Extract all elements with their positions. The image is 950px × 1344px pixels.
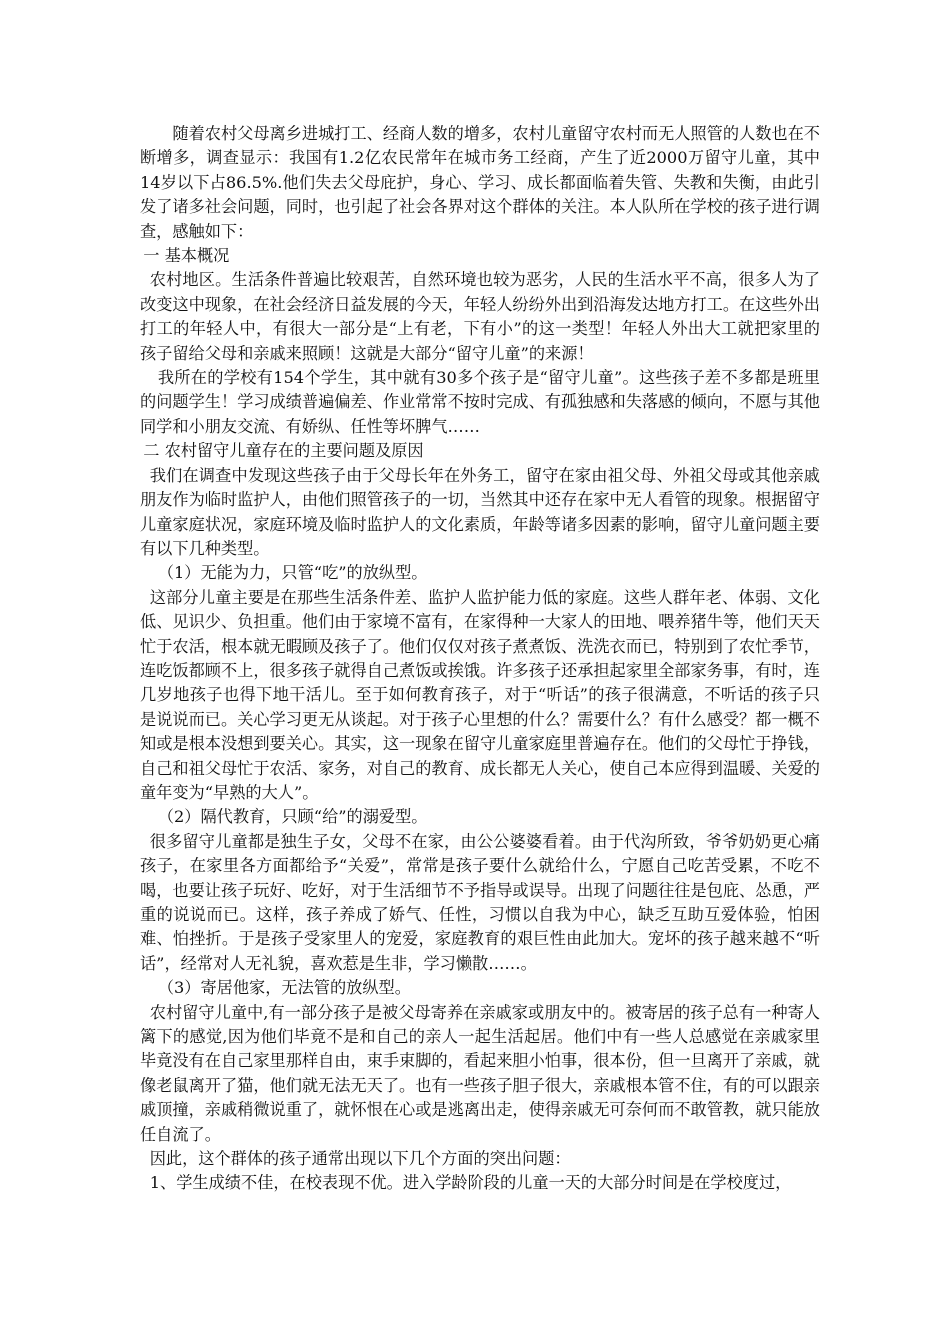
document-page: [140, 122, 820, 1196]
paragraph-therefore: 因此，这个群体的孩子通常出现以下几个方面的突出问题：: [149, 1149, 571, 1169]
paragraph-rural-area: 农村地区。生活条件普遍比较艰苦，自然环境也较为恶劣，人民的生活水平不高，很多人为了改变这中现象，在社会经济日益发展的今天，年轻人纷纷外出到沿海发达地方打工。在这些外出打工的年轻人中，有很大一部分是“上有老，下有小”的这一类型！年轻人外出大工就把家里的孩子留给父母和亲戚来照顾！这就是大部分“留守儿童”的来源！: [140, 270, 820, 363]
section-heading-basic-overview: 一 基本概况: [143, 246, 230, 266]
subheading-type-2: （2）隔代教育，只顾“给”的溺爱型。: [157, 807, 428, 827]
paragraph-school-students: 我所在的学校有154个学生，其中就有30多个孩子是“留守儿童”。这些孩子差不多都是班里的问题学生！学习成绩普遍偏差、作业常常不按时完成、有孤独感和失落感的倾向，不愿与其他同学和小朋友交流、有娇纵、任性等坏脾气……: [140, 368, 820, 436]
paragraph-type-2: 很多留守儿童都是独生子女，父母不在家，由公公婆婆看着。由于代沟所致，爷爷奶奶更心痛孩子，在家里各方面都给予“关爱”，常常是孩子要什么就给什么，宁愿自己吃苦受累，不吃不喝，也要让孩子玩好、吃好，对于生活细节不予指导或误导。出现了问题往往是包庇、怂恿，严重的说说而已。这样，孩子养成了娇气、任性，习惯以自我为中心，缺乏互助互爱体验，怕困难、怕挫折。于是孩子受家里人的宠爱，家庭教育的艰巨性由此加大。宠坏的孩子越来越不“听话”，经常对人无礼貌，喜欢惹是生非，学习懒散……。: [140, 831, 820, 973]
paragraph-survey-findings: 我们在调查中发现这些孩子由于父母长年在外务工，留守在家由祖父母、外祖父母或其他亲戚朋友作为临时监护人，由他们照管孩子的一切，当然其中还存在家中无人看管的现象。根据留守儿童家庭状况，家庭环境及临时监护人的文化素质，年龄等诸多因素的影响，留守儿童问题主要有以下几种类型。: [140, 465, 820, 558]
paragraph-problem-1: 1、学生成绩不佳，在校表现不优。进入学龄阶段的儿童一天的大部分时间是在学校度过，: [149, 1173, 792, 1193]
paragraph-type-1: 这部分儿童主要是在那些生活条件差、监护人监护能力低的家庭。这些人群年老、体弱、文化低、见识少、负担重。他们由于家境不富有，在家得种一大家人的田地、喂养猪牛等，他们天天忙于农活，根本就无暇顾及孩子了。他们仅仅对孩子煮煮饭、洗洗衣而已，特别到了农忙季节，连吃饭都顾不上，很多孩子就得自己煮饭或挨饿。许多孩子还承担起家里全部家务事，有时，连几岁地孩子也得下地干活儿。至于如何教育孩子，对于“听话”的孩子很满意，不听话的孩子只是说说而已。关心学习更无从谈起。对于孩子心里想的什么？需要什么？有什么感受？都一概不知或是根本没想到要关心。其实，这一现象在留守儿童家庭里普遍存在。他们的父母忙于挣钱，自己和祖父母忙于农活、家务，对自己的教育、成长都无人关心，使自己本应得到温暖、关爱的童年变为“早熟的大人”。: [140, 587, 820, 802]
subheading-type-1: （1）无能为力，只管“吃”的放纵型。: [157, 563, 428, 583]
paragraph-intro: 随着农村父母离乡进城打工、经商人数的增多，农村儿童留守农村而无人照管的人数也在不断增多，调查显示：我国有1.2亿农民常年在城市务工经商，产生了近2000万留守儿童，其中14岁以下占86.5%.他们失去父母庇护，身心、学习、成长都面临着失管、失教和失衡，由此引发了诸多社会问题，同时，也引起了社会各界对这个群体的关注。本人队所在学校的孩子进行调查，感触如下：: [140, 124, 820, 241]
paragraph-type-3: 农村留守儿童中,有一部分孩子是被父母寄养在亲戚家或朋友中的。被寄居的孩子总有一种寄人篱下的感觉,因为他们毕竟不是和自己的亲人一起生活起居。他们中有一些人总感觉在亲戚家里毕竟没有在自己家里那样自由，束手束脚的，看起来胆小怕事，很本份，但一旦离开了亲戚，就像老鼠离开了猫，他们就无法无天了。也有一些孩子胆子很大，亲戚根本管不住，有的可以跟亲戚顶撞，亲戚稍微说重了，就怀恨在心或是逃离出走，使得亲戚无可奈何而不敢管教，就只能放任自流了。: [140, 1002, 820, 1144]
section-heading-main-problems: 二 农村留守儿童存在的主要问题及原因: [143, 441, 424, 461]
subheading-type-3: （3）寄居他家，无法管的放纵型。: [157, 978, 411, 998]
